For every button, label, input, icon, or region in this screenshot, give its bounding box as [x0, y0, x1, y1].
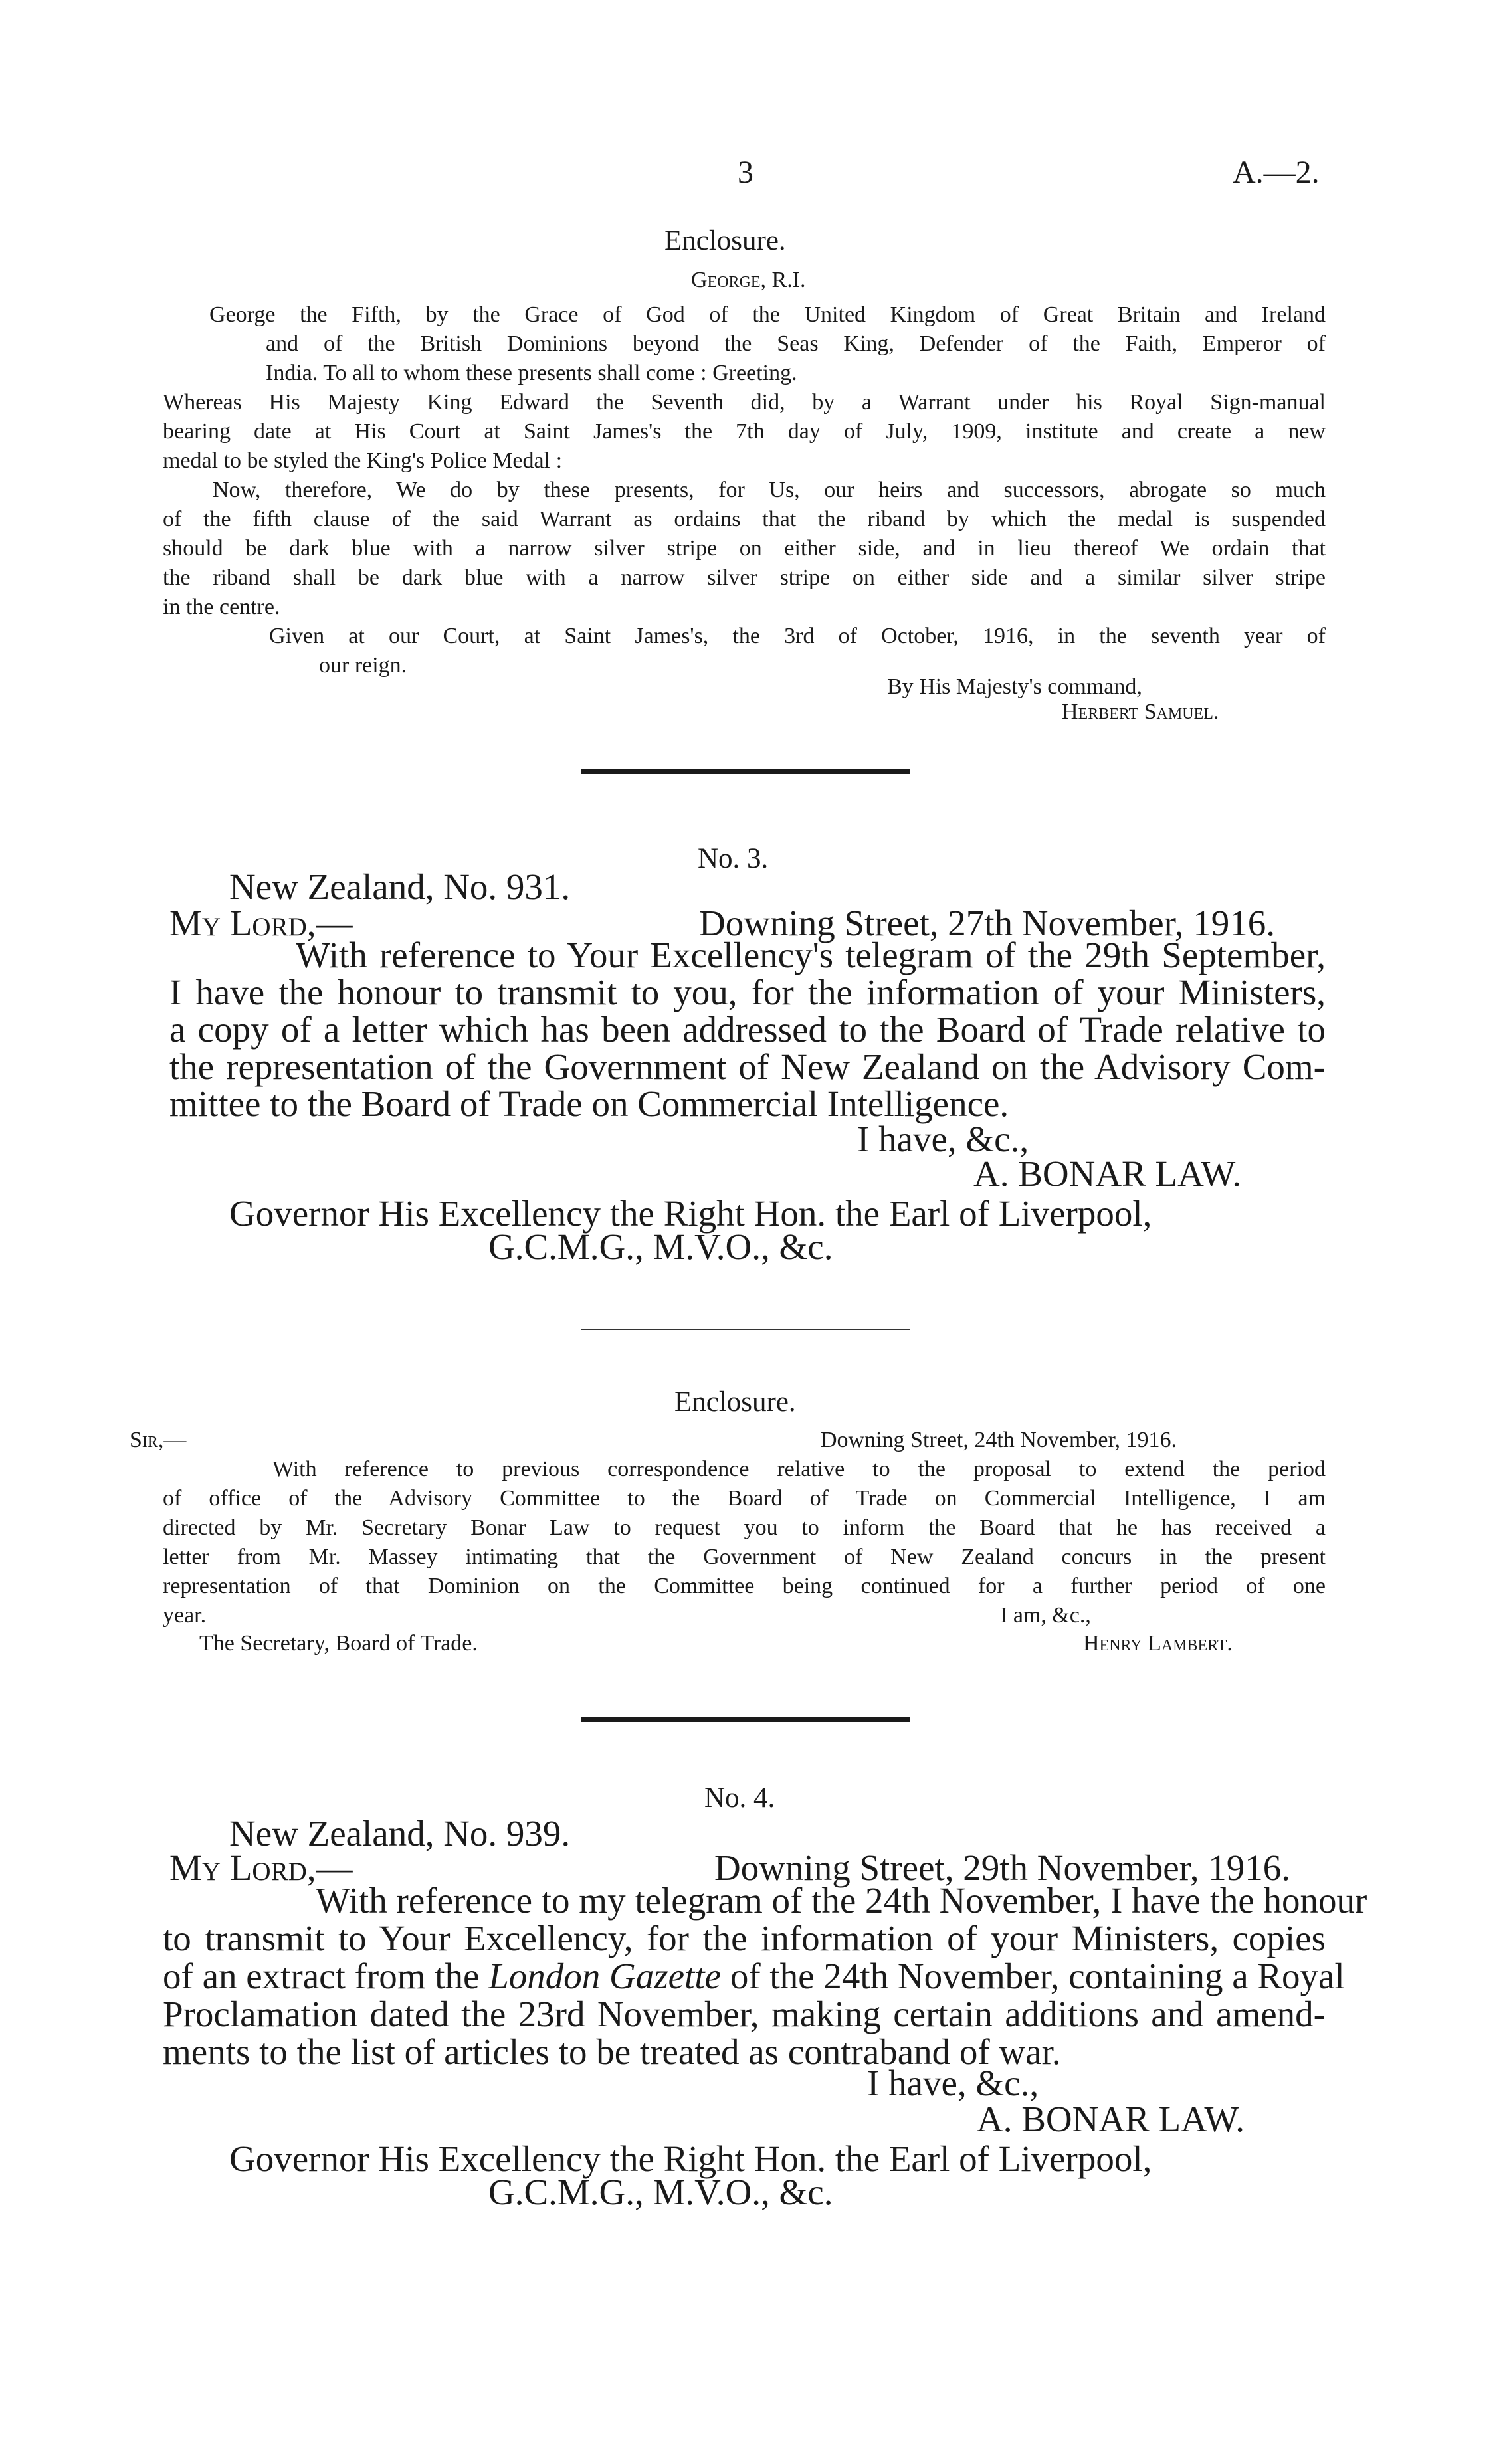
preamble-line: George the Fifth, by the Grace of God of the United Kingdom of Great Britain and Ireland: [209, 302, 1326, 327]
letter-body: [169, 937, 1326, 1123]
body-line: representation of that Dominion on the Committee being continued for a further period of one: [163, 1574, 1326, 1598]
body-text: of an extract from the: [163, 1956, 489, 1996]
letter-reference: New Zealand, No. 939.: [229, 1813, 571, 1853]
addressee-line: G.C.M.G., M.V.O., &c.: [488, 1226, 833, 1267]
whereas-line: Whereas His Majesty King Edward the Seventh did, by a Warrant under his Royal Sign-manual: [163, 390, 1326, 415]
body-line: a copy of a letter which has been addressed to the Board of Trade relative to: [169, 1009, 1326, 1050]
letter-reference: New Zealand, No. 931.: [229, 866, 571, 907]
signature: A. BONAR LAW.: [973, 1153, 1242, 1194]
signed-name: Henry Lambert.: [1083, 1631, 1233, 1656]
salutation: My Lord,—: [169, 1848, 353, 1888]
by-command: By His Majesty's command,: [887, 674, 1142, 699]
now-therefore-clause: [163, 476, 1326, 622]
letter-number: No. 4.: [704, 1782, 775, 1814]
addressee: The Secretary, Board of Trade.: [199, 1631, 478, 1656]
body-line: to transmit to Your Excellency, for the information of your Ministers, copies: [163, 1918, 1326, 1958]
preamble-line: and of the British Dominions beyond the Seas King, Defender of the Faith, Emperor of: [266, 332, 1326, 356]
body-line: ments to the list of articles to be treated as contraband of war.: [163, 2032, 1061, 2072]
place-date: Downing Street, 24th November, 1916.: [821, 1428, 1177, 1452]
section-divider: [581, 1717, 910, 1722]
body-line: mittee to the Board of Trade on Commercial Intelligence.: [169, 1084, 1009, 1124]
body-line: directed by Mr. Secretary Bonar Law to request you to inform the Board that he has received a: [163, 1515, 1326, 1540]
closing: I have, &c.,: [867, 2063, 1039, 2103]
body-line: year.: [163, 1603, 207, 1628]
body-text: of the 24th November, containing a Royal: [721, 1956, 1345, 1996]
closing: I am, &c.,: [1000, 1603, 1091, 1628]
royal-signature: George, R.I.: [691, 268, 806, 292]
closing: I have, &c.,: [857, 1119, 1029, 1159]
section-divider: [581, 1329, 910, 1330]
page-number: 3: [738, 155, 754, 190]
addressee-line: Governor His Excellency the Right Hon. the Earl of Liverpool,: [229, 2138, 1152, 2179]
body-line: of office of the Advisory Committee to the Board of Trade on Commercial Intelligence, I am: [163, 1486, 1326, 1511]
enclosure-heading: Enclosure.: [674, 1386, 796, 1418]
body-line: With reference to previous correspondence relative to the proposal to extend the period: [272, 1457, 1326, 1481]
body-line: the representation of the Government of New Zealand on the Advisory Com-: [169, 1046, 1326, 1087]
whereas-line: medal to be styled the King's Police Medal :: [163, 448, 563, 473]
given-line: Given at our Court, at Saint James's, the 3rd of October, 1916, in the seventh year of: [269, 624, 1326, 648]
document-reference: A.—2.: [1233, 155, 1320, 190]
signed-name: Herbert Samuel.: [1062, 700, 1219, 724]
place-date: Downing Street, 29th November, 1916.: [714, 1848, 1290, 1888]
letter-body: [163, 1455, 1326, 1630]
preamble: [209, 300, 1326, 388]
whereas-clause: [163, 388, 1326, 476]
preamble-line: India. To all to whom these presents shall come : Greeting.: [266, 361, 797, 385]
now-line: the riband shall be dark blue with a narrow silver stripe on either side and a similar silver stripe: [163, 565, 1326, 590]
given-line: our reign.: [319, 653, 407, 678]
signature: A. BONAR LAW.: [977, 2099, 1245, 2139]
salutation: Sir,—: [130, 1428, 187, 1452]
now-line: of the fifth clause of the said Warrant as ordains that the riband by which the medal is suspended: [163, 507, 1326, 531]
whereas-line: bearing date at His Court at Saint James's the 7th day of July, 1909, institute and create a new: [163, 419, 1326, 444]
body-line: With reference to Your Excellency's telegram of the 29th September,: [296, 935, 1326, 975]
given-clause: [269, 622, 1326, 680]
now-line: in the centre.: [163, 595, 280, 619]
now-line: should be dark blue with a narrow silver stripe on either side, and in lieu thereof We ordain that: [163, 536, 1326, 561]
addressee-line: G.C.M.G., M.V.O., &c.: [488, 2172, 833, 2212]
letter-body: [163, 1880, 1367, 2072]
salutation: My Lord,—: [169, 903, 353, 943]
place-date: Downing Street, 27th November, 1916.: [699, 903, 1275, 943]
addressee-line: Governor His Excellency the Right Hon. the Earl of Liverpool,: [229, 1193, 1152, 1234]
publication-title: London Gazette: [488, 1956, 722, 1996]
body-line: letter from Mr. Massey intimating that the Government of New Zealand concurs in the present: [163, 1545, 1326, 1569]
body-line: Proclamation dated the 23rd November, making certain additions and amend-: [163, 1994, 1326, 2034]
section-divider: [581, 769, 910, 774]
now-line: Now, therefore, We do by these presents, for Us, our heirs and successors, abrogate so much: [213, 478, 1326, 502]
body-line: [163, 1956, 1345, 1996]
letter-number: No. 3.: [698, 843, 769, 874]
body-line: I have the honour to transmit to you, for the information of your Ministers,: [169, 972, 1326, 1012]
enclosure-heading: Enclosure.: [664, 225, 786, 256]
body-line: With reference to my telegram of the 24th November, I have the honour: [316, 1880, 1367, 1921]
